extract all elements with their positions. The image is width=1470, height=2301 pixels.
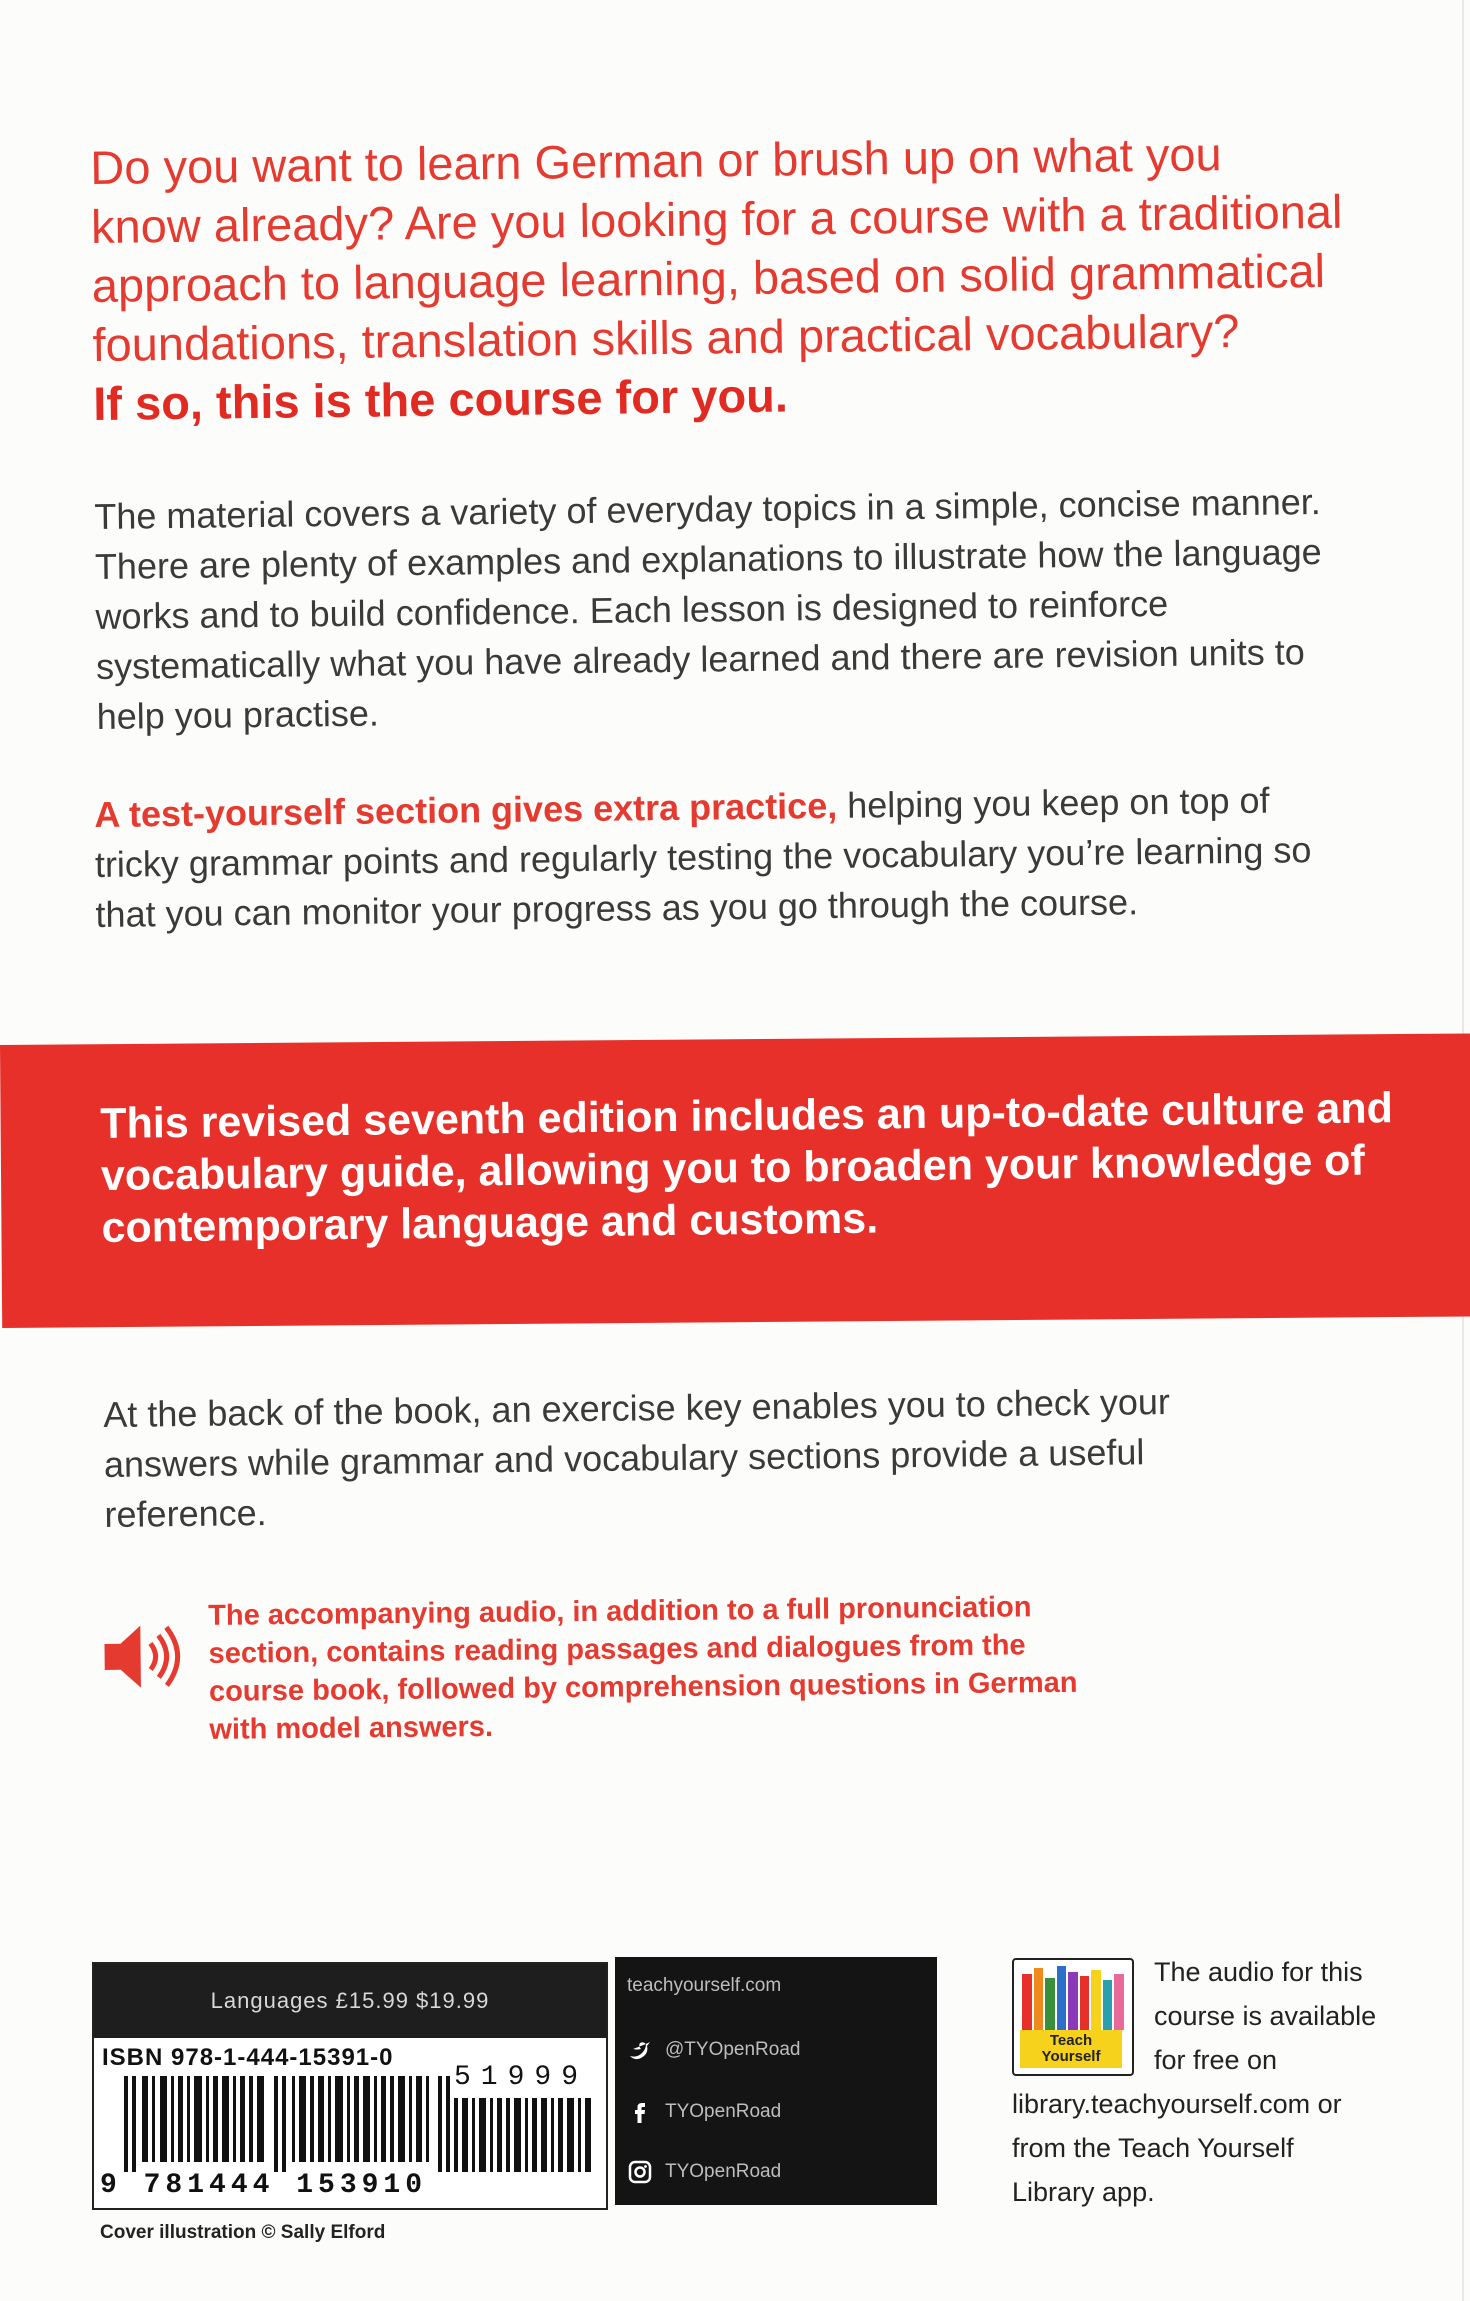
social-panel	[615, 1957, 937, 2205]
library-line: from the Teach Yourself	[1012, 2133, 1294, 2163]
audio-note-text: The accompanying audio, in addition to a full pronunciation section, contains reading passages and dialogues from the course book, followed by comprehension questions in German with model answers.	[208, 1591, 1078, 1746]
facebook-icon	[627, 2099, 653, 2125]
facebook-handle[interactable]: TYOpenRoad	[665, 2101, 782, 2122]
tagline: If so, this is the course for you.	[92, 368, 789, 430]
addon-digits: 51999	[454, 2062, 589, 2093]
audio-note	[102, 1588, 1104, 1758]
intro-line: approach to language learning, based on solid grammatical	[91, 243, 1326, 312]
speaker-icon	[102, 1617, 185, 1696]
barcode-bars	[124, 2076, 454, 2172]
library-line: for free on	[1154, 2045, 1278, 2075]
test-yourself-paragraph	[94, 775, 1326, 940]
test-yourself-highlight: A test-yourself section gives extra practice,	[94, 784, 838, 835]
isbn: ISBN 978-1-444-15391-0	[102, 2044, 394, 2071]
library-url[interactable]: library.teachyourself.com or	[1012, 2089, 1342, 2119]
library-line: course is available	[1154, 2001, 1377, 2031]
library-line: The audio for this	[1154, 1957, 1363, 1987]
instagram-icon	[627, 2159, 653, 2185]
instagram-row[interactable]	[627, 2159, 781, 2185]
intro-block	[90, 122, 1414, 433]
logo-label: Teach Yourself	[1020, 2030, 1122, 2068]
website-link[interactable]: teachyourself.com	[627, 1975, 782, 1996]
library-note	[1012, 1950, 1432, 2214]
exercise-key-paragraph: At the back of the book, an exercise key enables you to check your answers while grammar and vocabulary sections provide a useful reference.	[103, 1380, 1171, 1535]
description-paragraph: The material covers a variety of everyday topics in a simple, concise manner. There are plenty of examples and explanations to illustrate how the language works and to build confidence. Each lesson is designed to reinforce systematically what you have already learned and there are revision units to help you practise.	[94, 481, 1322, 737]
twitter-handle[interactable]: @TYOpenRoad	[665, 2039, 801, 2060]
barcode-digits: 9 781444 153910	[100, 2170, 428, 2201]
cover-credit: Cover illustration © Sally Elford	[100, 2222, 386, 2243]
edition-band-text: This revised seventh edition includes an up-to-date culture and vocabulary guide, allowing you to broaden your knowledge of contemporary language and customs.	[100, 1084, 1394, 1252]
barcode-addon-bars	[454, 2098, 596, 2172]
library-line: Library app.	[1012, 2177, 1155, 2207]
instagram-handle[interactable]: TYOpenRoad	[665, 2161, 782, 2182]
test-yourself-rest: helping you keep on top of tricky grammar points and regularly testing the vocabulary you’re learning so that you can monitor your progress as you go through the course.	[94, 779, 1312, 935]
intro-line: Do you want to learn German or brush up on what you	[90, 127, 1222, 194]
twitter-icon	[627, 2037, 653, 2063]
twitter-row[interactable]	[627, 2037, 800, 2063]
intro-line: foundations, translation skills and practical vocabulary?	[92, 303, 1240, 371]
website-row[interactable]	[627, 1975, 781, 1997]
facebook-row[interactable]	[627, 2099, 781, 2125]
intro-line: know already? Are you looking for a course with a traditional	[90, 184, 1343, 253]
price-line: Languages £15.99 $19.99	[94, 1964, 606, 2038]
barcode-box	[92, 1962, 608, 2210]
